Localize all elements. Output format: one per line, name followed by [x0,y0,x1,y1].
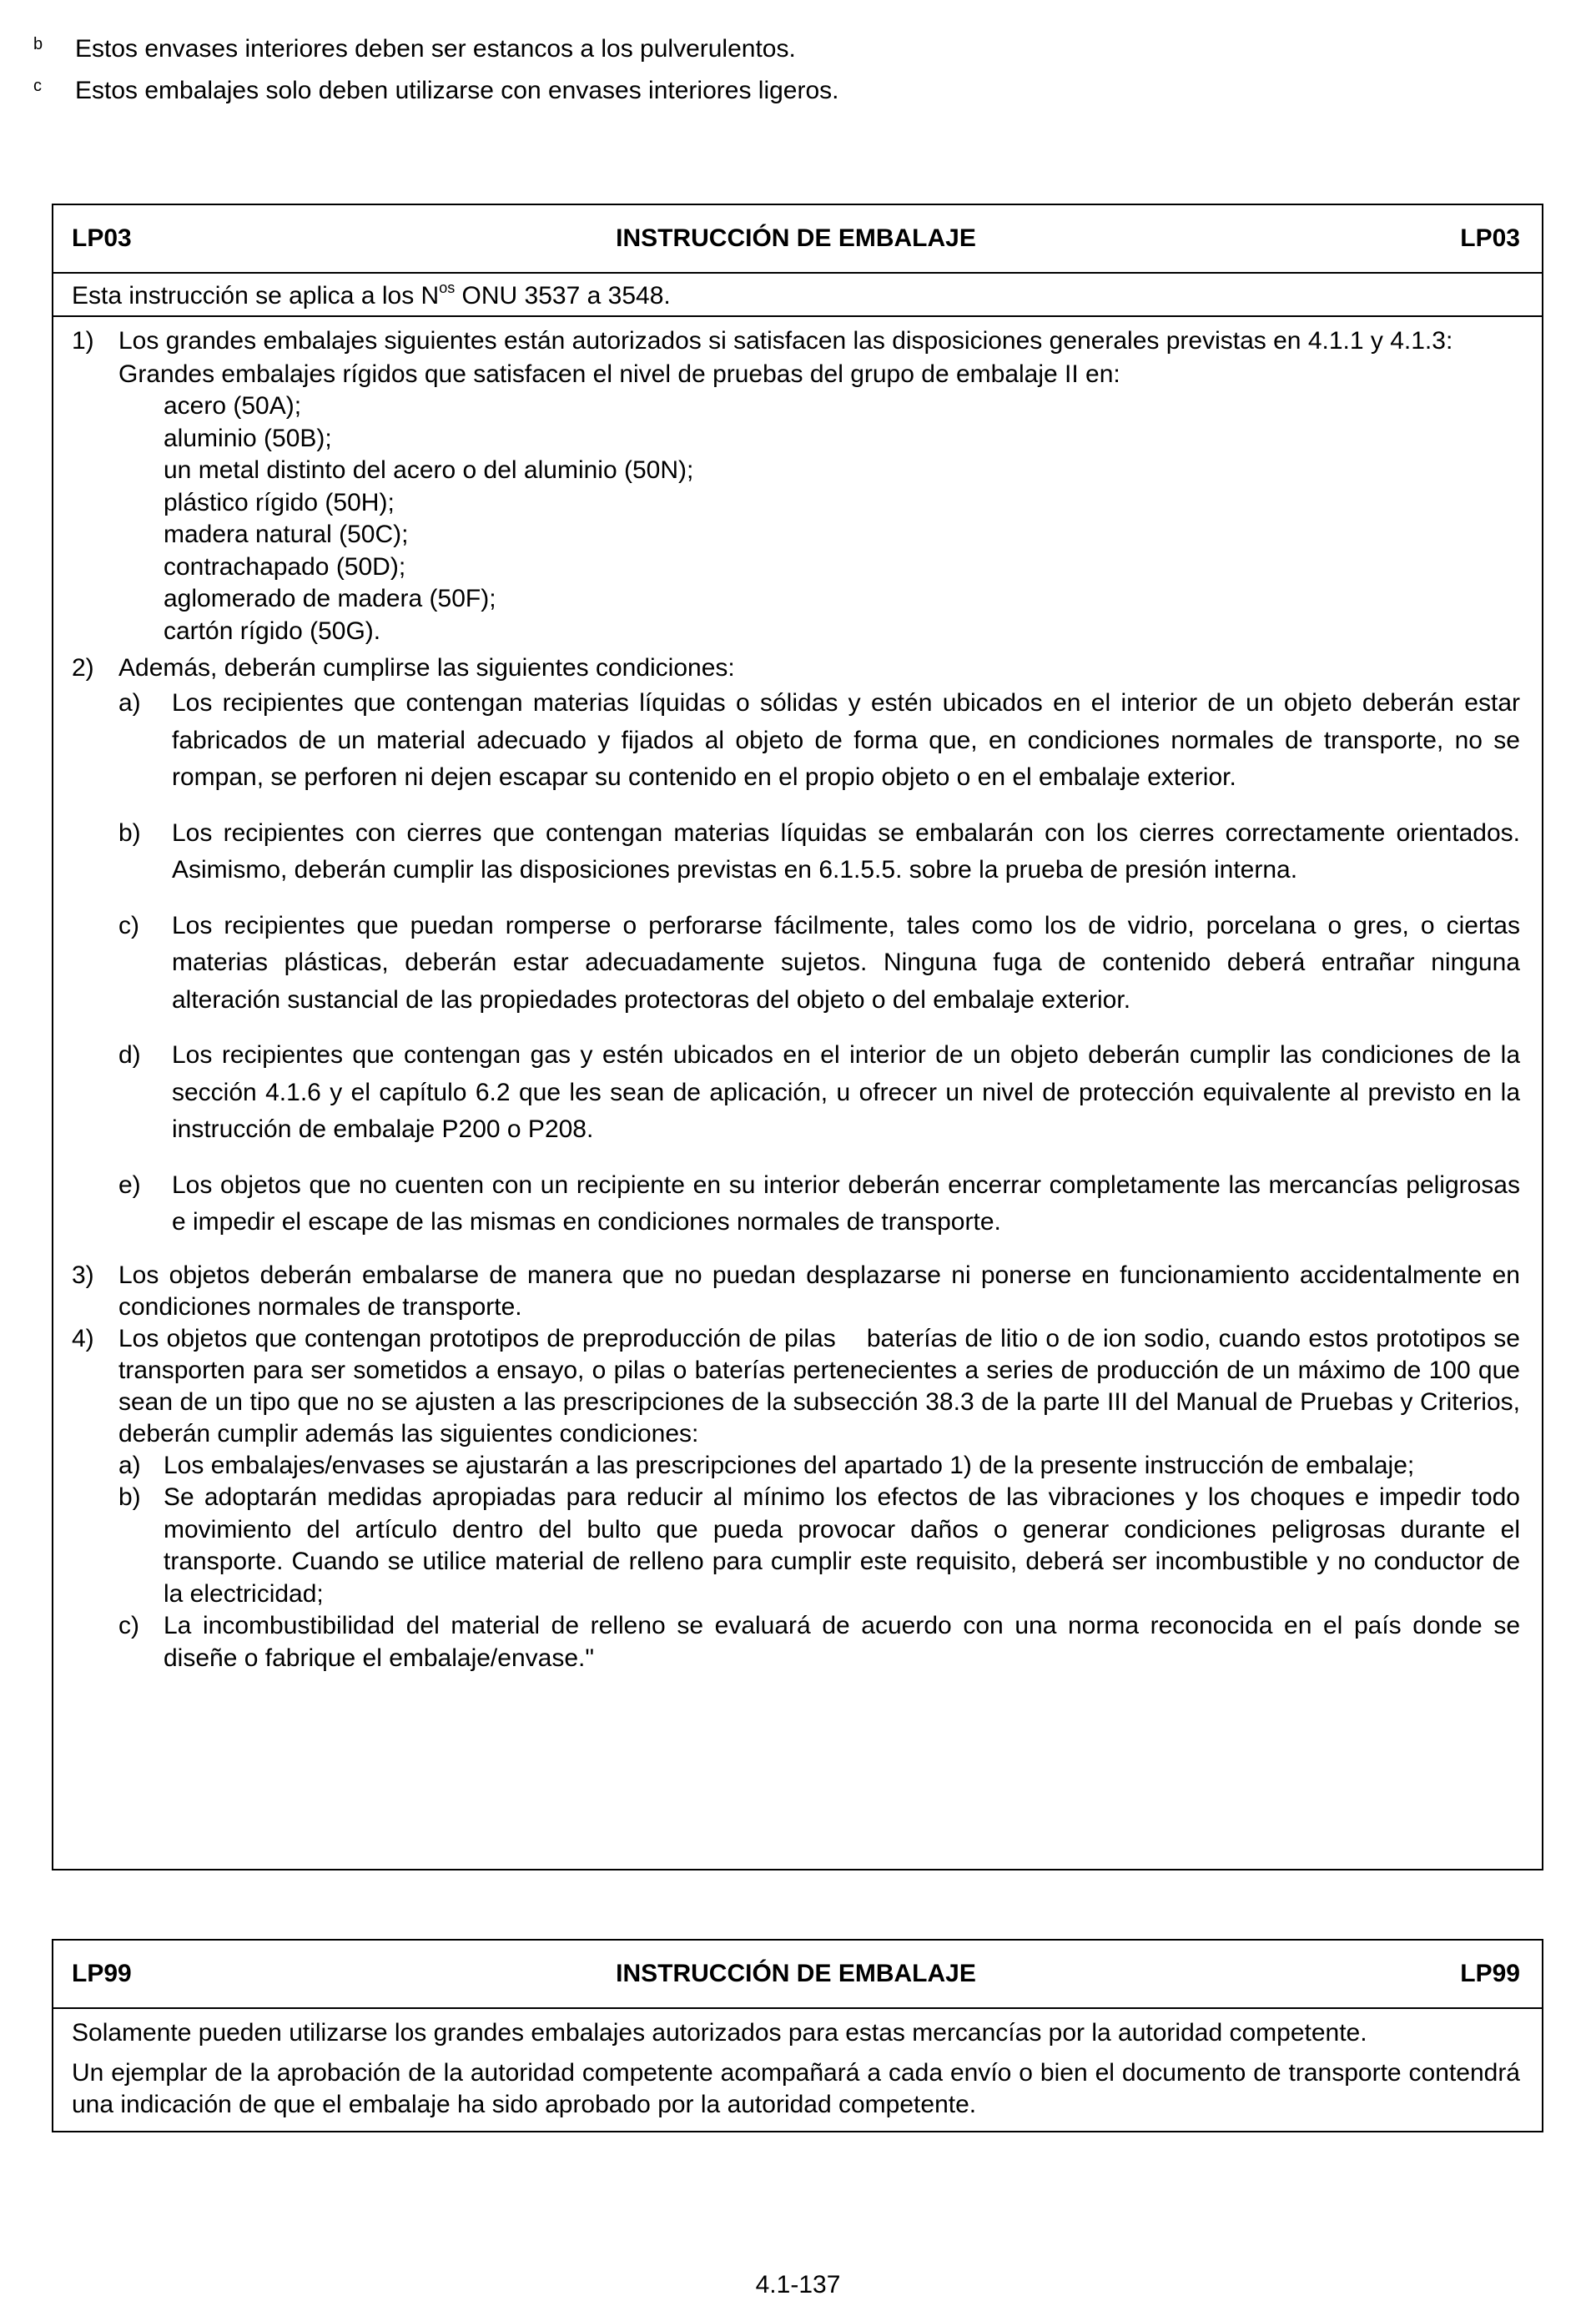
sub-text: Se adoptarán medidas apropiadas para reducir al mínimo los efectos de las vibraciones y los choques e impedir todo movimiento del artículo dentro del bulto que pueda provocar daños o generar condiciones peligrosas durante el transporte. Cuando se utilice material de relleno para cumplir este requisito, deberá ser incombustible y no conductor de la electricidad; [164,1483,1520,1608]
item-number: 4) [72,1324,94,1352]
applies-superscript: os [439,279,456,296]
sub-letter: a) [118,1451,141,1479]
item-2-sub-d [72,1037,1520,1149]
item-text: Además, deberán cumplirse las siguientes condiciones: [118,654,735,682]
item-number: 1) [72,327,94,355]
item-text: Los objetos que contengan prototipos de preproducción de pilas baterías de litio o de ion sodio, cuando estos prototipos se transporten para ser sometidos a ensayo, o pilas o baterías pertenecientes a series de producción de un máximo de 100 que sean de un tipo que no se ajusten a las prescripciones de la subsección 38.3 de la parte III del Manual de Pruebas y Criterios, deberán cumplir además las siguientes condiciones: [118,1324,1528,1448]
item-1 [72,325,1520,647]
sub-text: Los recipientes que contengan materias líquidas o sólidas y estén ubicados en el interior de un objeto deberán estar fabricados de un material adecuado y fijados al objeto de forma que, en condiciones normales de transporte, no se rompan, se perforen ni dejen escapar su contenido en el propio objeto o en el embalaje exterior. [172,689,1520,791]
lp03-header [53,205,1542,274]
list-item: un metal distinto del acero o del aluminio (50N); [164,456,694,484]
sub-letter: a) [118,689,141,717]
list-item: acero (50A); [164,392,302,420]
sub-text: Los embalajes/envases se ajustarán a las prescripciones del apartado 1) de la presente instrucción de embalaje; [164,1451,1415,1479]
sub-letter: c) [118,1612,139,1639]
materials-list [118,390,1520,647]
sub-text: Los objetos que no cuenten con un recipiente en su interior deberán encerrar completamente las mercancías peligrosas e impedir el escape de las mismas en condiciones normales de transporte. [172,1171,1520,1236]
item-2-sub-b [72,815,1520,889]
item-3 [72,1260,1520,1323]
instruction-title: INSTRUCCIÓN DE EMBALAJE [616,1960,976,1987]
sub-text: La incombustibilidad del material de relleno se evaluará de acuerdo con una norma reconocida en el país donde se diseñe o fabrique el embalaje/envase." [164,1612,1520,1672]
instruction-code-right: LP99 [1460,1960,1520,1987]
item-2-sub-c [72,908,1520,1020]
item-number: 3) [72,1261,94,1289]
lp03-body [53,317,1542,1691]
list-item: aglomerado de madera (50F); [164,585,496,612]
lp99-instruction-box [52,1939,1543,2132]
list-item: plástico rígido (50H); [164,488,395,516]
list-item: aluminio (50B); [164,424,332,452]
sub-letter: c) [118,911,139,939]
lp99-paragraph-1: Solamente pueden utilizarse los grandes embalajes autorizados para estas mercancías por la autoridad competente. [72,2019,1367,2047]
lp03-applies [53,274,1542,317]
instruction-code-left: LP03 [72,224,132,252]
item-text: Los objetos deberán embalarse de manera que no puedan desplazarse ni ponerse en funcionamiento accidentalmente en condiciones normales de transporte. [118,1261,1520,1321]
instruction-title: INSTRUCCIÓN DE EMBALAJE [616,224,976,252]
applies-text-end: ONU 3537 a 3548. [455,282,671,310]
item-number: 2) [72,654,94,682]
sub-text: Los recipientes que puedan romperse o perforarse fácilmente, tales como los de vidrio, porcelana o gres, o ciertas materias plásticas, deberán estar adecuadamente sujetos. Ninguna fuga de contenido deberá entrañar ninguna alteración sustancial de las propiedades protectoras del objeto o del embalaje exterior. [172,911,1520,1014]
item-4-sub-a [72,1450,1520,1483]
footnote-text: Estos envases interiores deben ser estancos a los pulverulentos. [75,35,796,63]
footnote-mark: b [33,35,43,53]
instruction-code-left: LP99 [72,1960,132,1987]
lp99-paragraph-2: Un ejemplar de la aprobación de la autoridad competente acompañará a cada envío o bien el documento de transporte contendrá una indicación de que el embalaje ha sido aprobado por la autoridad competente. [72,2059,1520,2118]
item-4-sub-b [72,1482,1520,1610]
lp99-body [53,2009,1542,2121]
item-4 [72,1323,1528,1450]
footnote-text: Estos embalajes solo deben utilizarse con envases interiores ligeros. [75,77,839,104]
page-number: 4.1-137 [755,2271,841,2298]
list-item: madera natural (50C); [164,521,409,548]
sub-letter: d) [118,1041,141,1069]
list-item: cartón rígido (50G). [164,617,381,645]
sub-letter: b) [118,1483,141,1511]
lp03-instruction-box [52,204,1543,1870]
item-2-sub-a [72,685,1520,797]
sub-letter: b) [118,818,141,847]
instruction-code-right: LP03 [1460,224,1520,252]
item-2-sub-e [72,1167,1520,1241]
item-4-sub-c [72,1610,1520,1674]
applies-text: Esta instrucción se aplica a los N [72,282,440,310]
lp99-header [53,1941,1542,2009]
footnote-mark: c [33,77,42,95]
sub-text: Los recipientes con cierres que contengan materias líquidas se embalarán con los cierres correctamente orientados. Asimismo, deberán cumplir las disposiciones previstas en 6.1.5.5. sobre la prueba de presión interna. [172,818,1520,884]
sub-letter: e) [118,1171,141,1199]
sub-text: Los recipientes que contengan gas y estén ubicados en el interior de un objeto deberán cumplir las condiciones de la sección 4.1.6 y el capítulo 6.2 que les sean de aplicación, u ofrecer un nivel de protección equivalente al previsto en la instrucción de embalaje P200 o P208. [172,1041,1520,1143]
item-2 [72,652,1520,684]
item-subtitle: Grandes embalajes rígidos que satisfacen el nivel de pruebas del grupo de embalaje II en: [118,360,1120,388]
item-text: Los grandes embalajes siguientes están autorizados si satisfacen las disposiciones generales previstas en 4.1.1 y 4.1.3: [118,327,1453,355]
list-item: contrachapado (50D); [164,552,406,581]
